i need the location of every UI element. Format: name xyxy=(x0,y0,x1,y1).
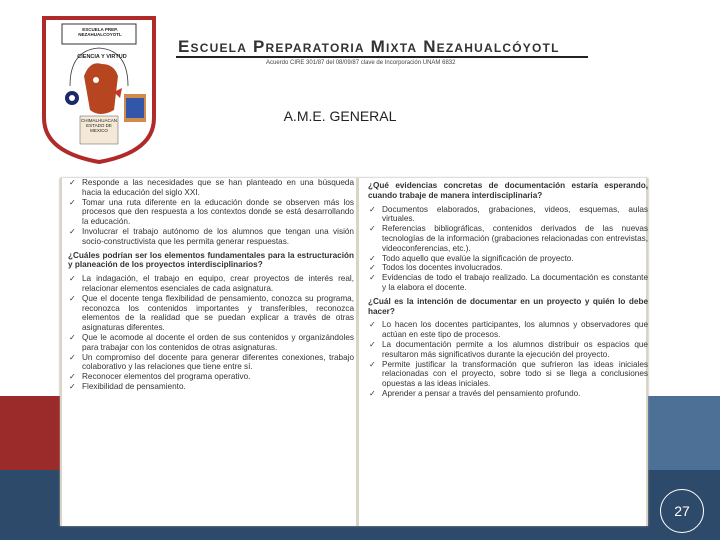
list-item: ✓ Lo hacen los docentes participantes, los alumnos y observadores que actúan en este tipo de procesos. xyxy=(368,320,648,340)
list-item: ✓ Todos los docentes involucrados. xyxy=(368,263,648,273)
list-item: ✓ Documentos elaborados, grabaciones, videos, esquemas, aulas virtuales. xyxy=(368,205,648,225)
list-item: ✓ Aprender a pensar a través del pensamiento profundo. xyxy=(368,389,648,399)
left-list-2 xyxy=(68,274,354,392)
list-item: ✓ Que el docente tenga flexibilidad de pensamiento, conozca su programa, reconozca los contenidos importantes y transferibles, reconozca elementos de la realidad que se puedan explicar a través de otras asignaturas diferentes. xyxy=(68,294,354,333)
right-list-1 xyxy=(368,205,648,293)
page-number: 27 xyxy=(660,489,704,533)
list-item: ✓ Un compromiso del docente para generar diferentes conexiones, trabajo colaborativo y las relaciones que tiene entre sí. xyxy=(68,353,354,373)
list-item: ✓ Permite justificar la transformación que sufrieron las ideas iniciales relacionadas con el proyecto, sobre todo si se llega a conclusiones opuestas a las ideas iniciales. xyxy=(368,360,648,389)
list-item: ✓ Flexibilidad de pensamiento. xyxy=(68,382,354,392)
list-item: ✓ Referencias bibliográficas, contenidos derivados de las nuevas tecnologías de la información (grabaciones relacionadas con entrevistas, videoconferencias, etc.). xyxy=(368,224,648,253)
document-panel xyxy=(60,178,648,526)
list-item: ✓ Tomar una ruta diferente en la educación donde se observen más los procesos que den respuesta a los contextos donde se está desarrollando la educación. xyxy=(68,198,354,227)
slide-title: A.M.E. GENERAL xyxy=(283,108,397,124)
left-border xyxy=(60,178,62,526)
logo-arc-text: CIENCIA Y VIRTUD xyxy=(77,54,127,60)
list-item: ✓ Que le acomode al docente el orden de sus contenidos y organizándoles para trabajar con los contenidos de otras asignaturas. xyxy=(68,333,354,353)
right-question-1: ¿Qué evidencias concretas de documentación estaría esperando, cuando trabaje de manera interdisciplinaria? xyxy=(368,181,648,200)
header-divider xyxy=(176,56,588,58)
logo-bottom-text: CHIMALHUACAN ESTADO DE MEXICO xyxy=(80,118,117,133)
left-question-1: ¿Cuáles podrían ser los elementos fundamentales para la estructuración y planeación de los proyectos interdisciplinarios? xyxy=(68,250,354,270)
slide-title-wrap xyxy=(0,108,720,124)
right-list-2 xyxy=(368,320,648,398)
header-subtitle: Acuerdo CIRE 301/87 del 08/09/87 clave de Incorporación UNAM 6832 xyxy=(266,60,456,66)
list-item: ✓ La indagación, el trabajo en equipo, crear proyectos de interés real, relacionar elementos esenciales de cada asignatura. xyxy=(68,274,354,294)
list-item: ✓ Involucrar el trabajo autónomo de los alumnos que tengan una visión socio-constructivista que les permita generar respuestas. xyxy=(68,227,354,247)
list-item: ✓ La documentación permite a los alumnos distribuir os espacios que resultaron más significativos durante la ejecución del proyecto. xyxy=(368,340,648,360)
list-item: ✓ Reconocer elementos del programa operativo. xyxy=(68,372,354,382)
logo-top-text: ESCUELA PREP. NEZAHUALCOYOTL xyxy=(78,27,122,37)
list-item: ✓ Todo aquello que evalúe la significación de proyecto. xyxy=(368,254,648,264)
right-question-2: ¿Cuál es la intención de documentar en un proyecto y quién lo debe hacer? xyxy=(368,296,648,316)
left-list-1 xyxy=(68,178,354,247)
header-title: Escuela Preparatoria Mixta Nezahualcóyotl xyxy=(178,37,560,56)
right-column xyxy=(364,178,652,526)
left-column xyxy=(64,178,358,526)
list-item: ✓ Evidencias de todo el trabajo realizado. La documentación es constante y la elabora el docente. xyxy=(368,273,648,293)
list-item: ✓ Responde a las necesidades que se han planteado en una búsqueda hacia la educación del siglo XXI. xyxy=(68,178,354,198)
